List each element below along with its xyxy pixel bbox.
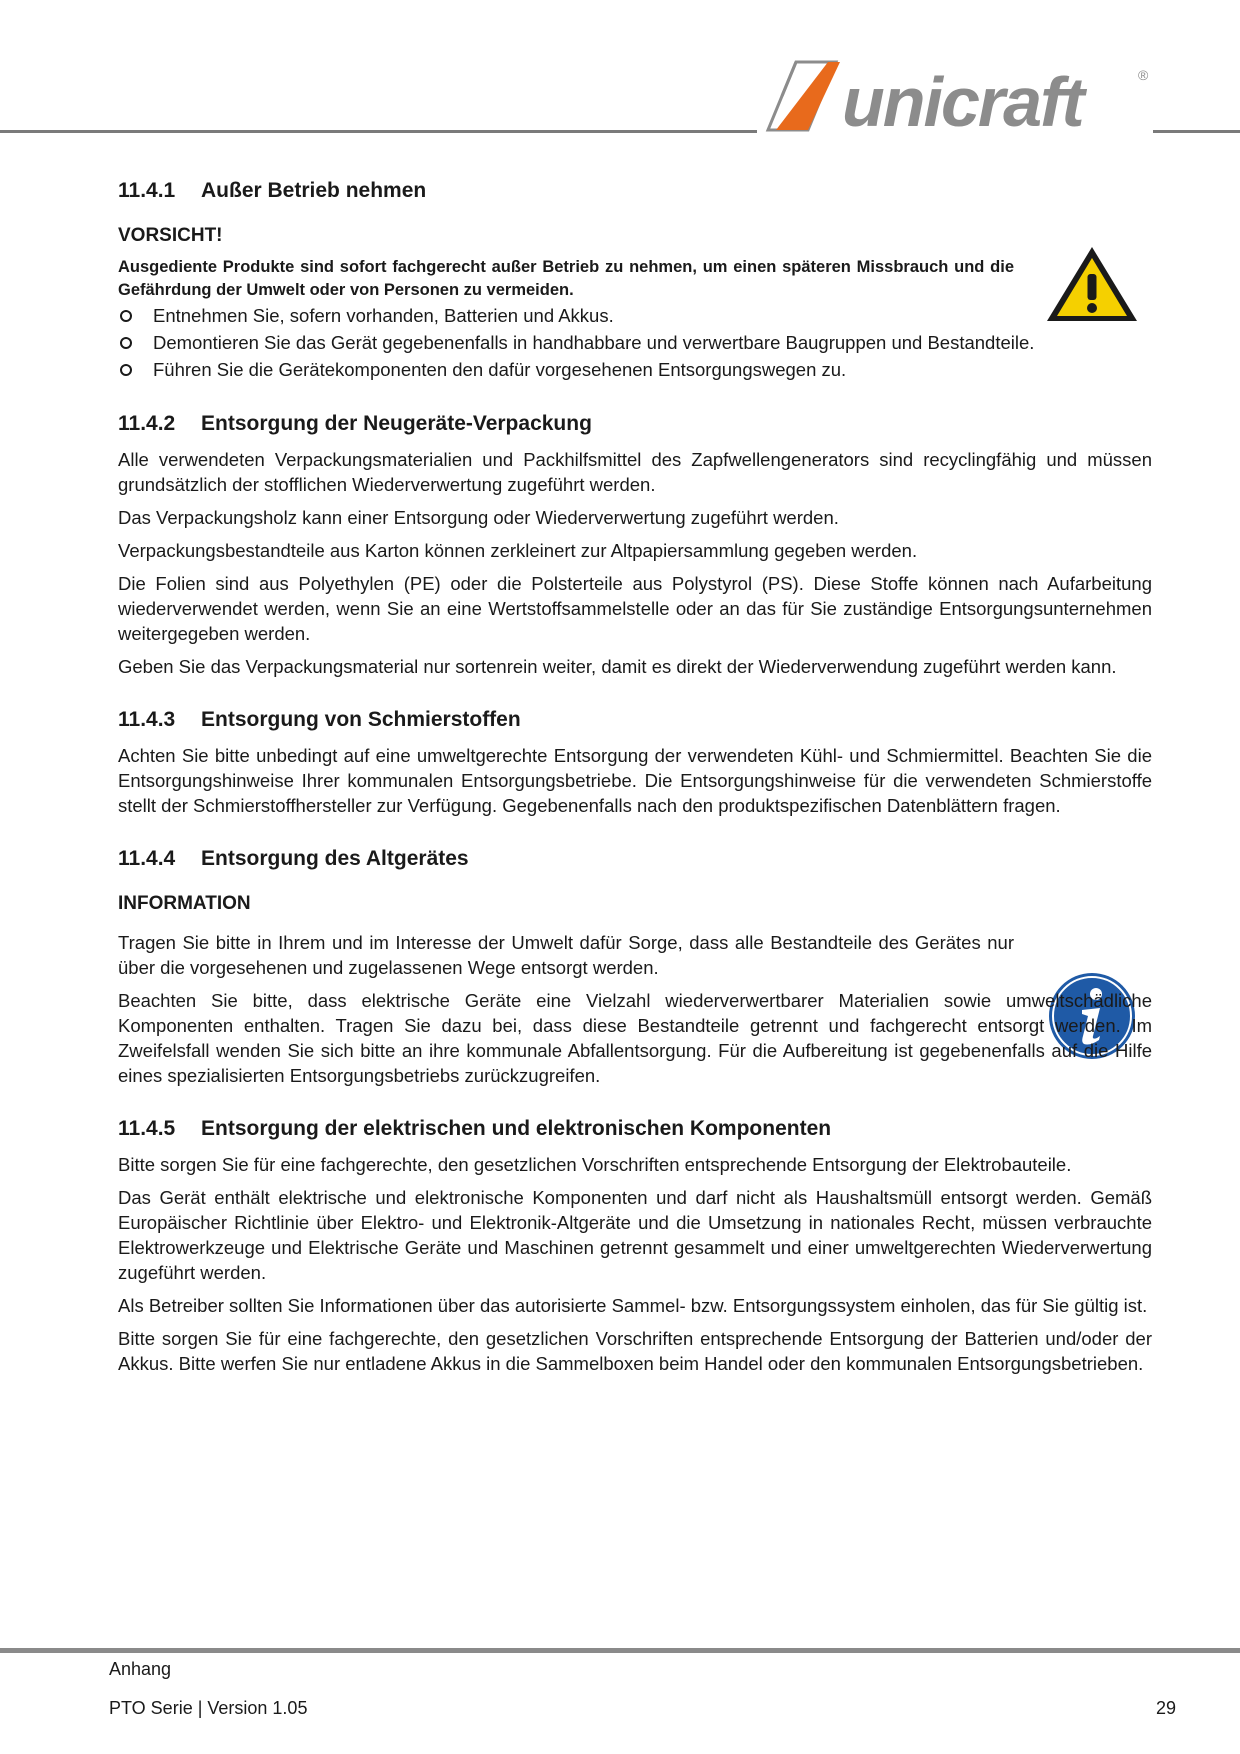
header-rule-right — [1153, 130, 1240, 133]
paragraph: Bitte sorgen Sie für eine fachgerechte, den gesetzlichen Vorschriften entsprechende Entsorgung der Elektrobauteile. — [118, 1154, 1072, 1175]
bullet-list — [118, 302, 1152, 383]
list-item: Entnehmen Sie, sofern vorhanden, Batterien und Akkus. — [118, 302, 1152, 329]
paragraph: Achten Sie bitte unbedingt auf eine umweltgerechte Entsorgung der verwendeten Kühl- und Schmiermittel. Beachten Sie die Entsorgungshinweise Ihrer kommunalen Entsorgungsbetriebe. Die Entsorgungshinweise für die verwendeten Schmierstoffe stellt der Schmierstoffhersteller zur Verfügung. Gegebenenfalls nach den produktspezifischen Datenblättern fragen. — [118, 745, 1152, 816]
bullet-circle-icon — [120, 310, 132, 322]
list-item: Führen Sie die Gerätekomponenten den dafür vorgesehenen Entsorgungswegen zu. — [118, 356, 1152, 383]
section-heading: 11.4.2 Entsorgung der Neugeräte-Verpackung — [118, 412, 592, 435]
paragraph: Bitte sorgen Sie für eine fachgerechte, den gesetzlichen Vorschriften entsprechende Entsorgung der Batterien und/oder der Akkus. Bitte werfen Sie nur entladene Akkus in die Sammelboxen beim Handel oder den kommunalen Entsorgungsbetrieben. — [118, 1328, 1152, 1374]
caution-label: VORSICHT! — [118, 225, 223, 246]
section-heading: 11.4.1 Außer Betrieb nehmen — [118, 179, 427, 202]
bullet-circle-icon — [120, 364, 132, 376]
paragraph: Geben Sie das Verpackungsmaterial nur sortenrein weiter, damit es direkt der Wiederverwendung zugeführt werden kann. — [118, 656, 1117, 677]
page-content — [118, 178, 1152, 1376]
paragraph: Als Betreiber sollten Sie Informationen über das autorisierte Sammel- bzw. Entsorgungssystem einholen, das für Sie gültig ist. — [118, 1295, 1148, 1316]
section-heading: 11.4.5 Entsorgung der elektrischen und elektronischen Komponenten — [118, 1117, 832, 1140]
paragraph: Das Verpackungsholz kann einer Entsorgung oder Wiederverwertung zugeführt werden. — [118, 507, 839, 528]
footer-product-version: PTO Serie | Version 1.05 — [109, 1698, 308, 1718]
svg-text:®: ® — [1138, 67, 1149, 83]
paragraph: Verpackungsbestandteile aus Karton können zerkleinert zur Altpapiersammlung gegeben werden. — [118, 540, 918, 561]
section-heading: 11.4.4 Entsorgung des Altgerätes — [118, 847, 469, 870]
warning-text: Ausgediente Produkte sind sofort fachgerecht außer Betrieb zu nehmen, um einen späteren Missbrauch und die Gefährdung der Umwelt oder von Personen zu vermeiden. — [118, 258, 1014, 299]
page-number: 29 — [1155, 1698, 1176, 1718]
bullet-circle-icon — [120, 337, 132, 349]
paragraph: Das Gerät enthält elektrische und elektronische Komponenten und darf nicht als Haushaltsmüll entsorgt werden. Gemäß Europäischer Richtlinie über Elektro- und Elektronik-Altgeräte und die Umsetzung in nationales Recht, müssen verbrauchte Elektrowerkzeuge und Elektrische Geräte und Maschinen getrennt gesammelt und einer umweltgerechten Wiederverwertung zugeführt werden. — [118, 1187, 1152, 1283]
information-text: Tragen Sie bitte in Ihrem und im Interesse der Umwelt dafür Sorge, dass alle Bestandteile des Gerätes nur über die vorgesehenen und zugelassenen Wege entsorgt werden. — [118, 932, 1014, 978]
paragraph: Alle verwendeten Verpackungsmaterialien und Packhilfsmittel des Zapfwellengenerators sind recyclingfähig und müssen grundsätzlich der stofflichen Wiederverwertung zugeführt werden. — [118, 449, 1152, 495]
paragraph: Beachten Sie bitte, dass elektrische Geräte eine Vielzahl wiederverwertbarer Materialien sowie umweltschädliche Komponenten enthalten. Tragen Sie dazu bei, dass diese Bestandteile getrennt und fachgerecht entsorgt werden. Im Zweifelsfall wenden Sie sich bitte an ihre kommunale Abfallentsorgung. Für die Aufbereitung ist gegebenenfalls auf die Hilfe eines spezialisierten Entsorgungsbetriebs zurückzugreifen. — [118, 990, 1152, 1086]
footer-section-name: Anhang — [109, 1659, 172, 1679]
list-item: Demontieren Sie das Gerät gegebenenfalls in handhabbare und verwertbare Baugruppen und Bestandteile. — [118, 329, 1152, 356]
footer-rule — [0, 1648, 1240, 1653]
paragraph: Die Folien sind aus Polyethylen (PE) oder die Polsterteile aus Polystyrol (PS). Diese Stoffe können nach Aufarbeitung wiederverwendet werden, wenn Sie an eine Wertstoffsammelstelle oder an das für Sie zuständige Entsorgungsunternehmen weitergegeben werden. — [118, 573, 1152, 644]
section-heading: 11.4.3 Entsorgung von Schmierstoffen — [118, 708, 521, 731]
header-rule-left — [0, 130, 757, 133]
svg-text:unicraft: unicraft — [842, 63, 1083, 136]
information-label: INFORMATION — [118, 893, 251, 914]
unicraft-logo — [762, 54, 1154, 136]
